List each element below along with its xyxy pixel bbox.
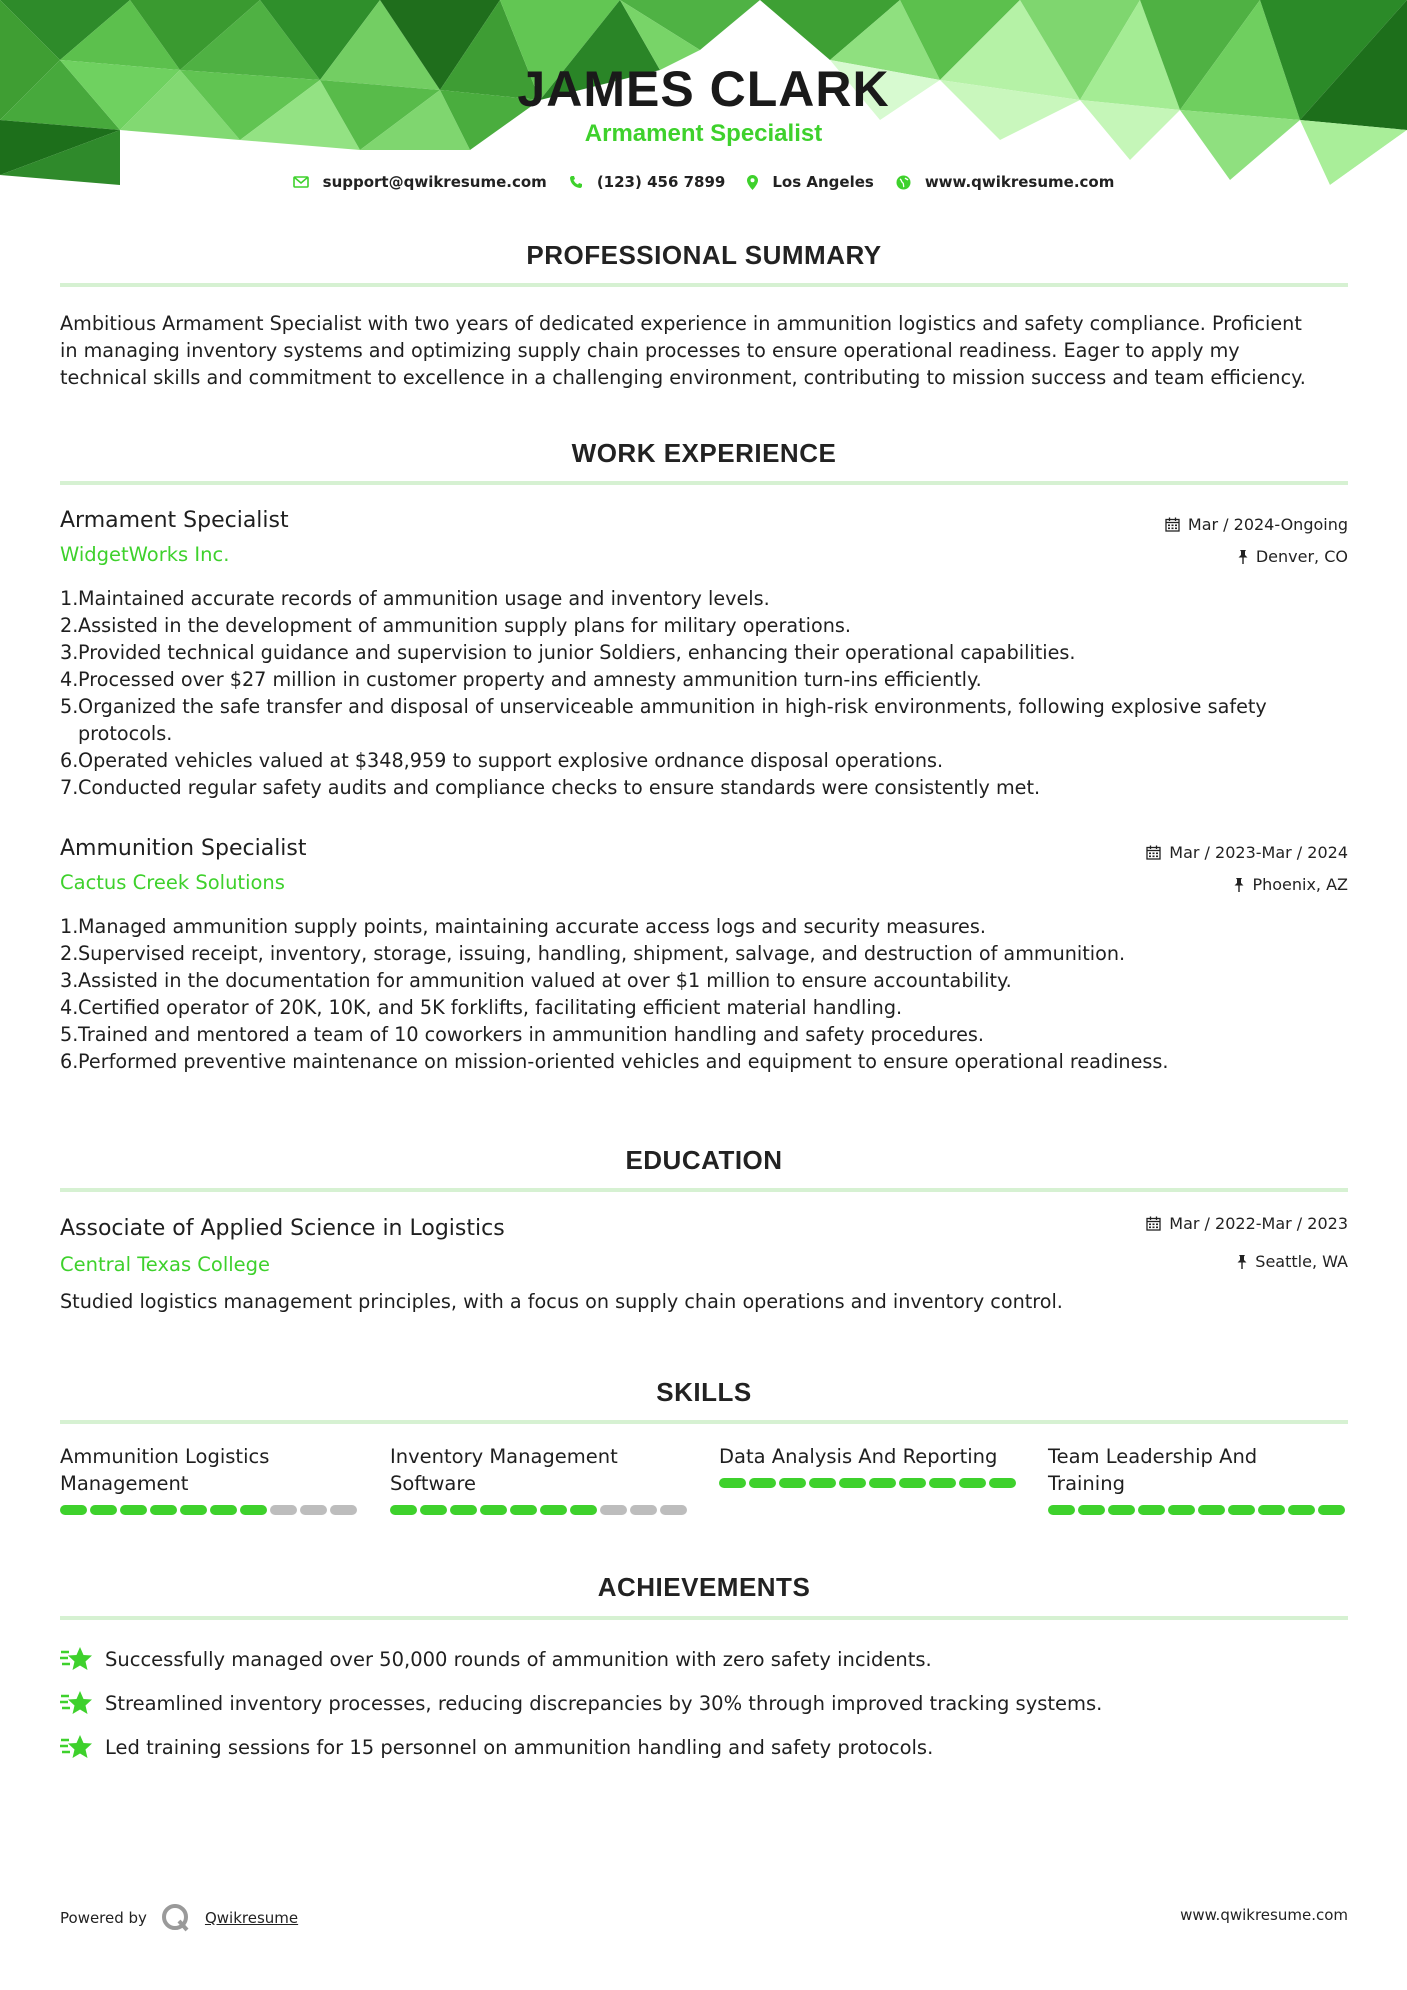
education-location-text: Seattle, WA	[1255, 1252, 1348, 1271]
pushpin-icon	[1234, 878, 1244, 892]
job-title: Armament Specialist	[60, 508, 289, 533]
job-location	[1238, 547, 1348, 566]
contact-website[interactable]	[896, 173, 1115, 191]
skill-segment	[150, 1505, 177, 1515]
skill-segment	[630, 1505, 657, 1515]
phone-icon	[569, 175, 583, 189]
map-pin-icon	[747, 175, 758, 190]
location-text: Los Angeles	[772, 173, 874, 191]
list-item: 5. Trained and mentored a team of 10 coworkers in ammunition handling and safety procedures.	[60, 1023, 984, 1046]
pushpin-icon	[1238, 550, 1248, 564]
job-dates-text: Mar / 2024-Ongoing	[1187, 515, 1348, 534]
list-item: 1. Managed ammunition supply points, maintaining accurate access logs and security measures.	[60, 915, 986, 938]
summary-line: Ambitious Armament Specialist with two years of dedicated experience in ammunition logistics and safety compliance. Proficient	[60, 312, 1302, 335]
footer-website[interactable]: www.qwikresume.com	[1180, 1906, 1348, 1924]
contact-location	[747, 173, 873, 191]
summary-rule	[60, 283, 1348, 287]
skill-item	[390, 1443, 690, 1515]
skill-segment	[779, 1478, 806, 1488]
summary-line: technical skills and commitment to excellence in a challenging environment, contributing to mission success and team efficiency.	[60, 366, 1306, 389]
skill-name: Ammunition Logistics Management	[60, 1445, 270, 1495]
skill-segment	[1318, 1505, 1345, 1515]
skill-segment	[540, 1505, 567, 1515]
contact-bar	[0, 173, 1407, 191]
skill-segment	[1048, 1505, 1075, 1515]
list-item: protocols.	[78, 722, 173, 745]
list-item: 4. Certified operator of 20K, 10K, and 5K forklifts, facilitating efficient material handling.	[60, 996, 903, 1019]
skill-segment	[60, 1505, 87, 1515]
skill-segment	[450, 1505, 477, 1515]
qwikresume-link[interactable]: Qwikresume	[204, 1909, 299, 1927]
skill-segment	[1168, 1505, 1195, 1515]
skill-name: Data Analysis And Reporting	[719, 1445, 998, 1468]
job-dates-text: Mar / 2023-Mar / 2024	[1169, 843, 1348, 862]
skill-meter	[390, 1505, 690, 1515]
skill-segment	[120, 1505, 147, 1515]
skill-segment	[240, 1505, 267, 1515]
skill-segment	[660, 1505, 687, 1515]
envelope-icon	[293, 176, 309, 188]
skill-meter	[719, 1478, 1019, 1488]
star-award-icon	[60, 1733, 93, 1761]
skill-segment	[1108, 1505, 1135, 1515]
contact-phone[interactable]	[569, 173, 726, 191]
list-item: 3. Provided technical guidance and supervision to junior Soldiers, enhancing their operational capabilities.	[60, 641, 1076, 664]
skill-segment	[959, 1478, 986, 1488]
experience-heading: WORK EXPERIENCE	[571, 438, 837, 468]
job-bullets	[60, 585, 1350, 801]
skill-segment	[570, 1505, 597, 1515]
skill-segment	[899, 1478, 926, 1488]
education-rule	[60, 1188, 1348, 1192]
skill-segment	[869, 1478, 896, 1488]
pushpin-icon	[1237, 1255, 1247, 1269]
job-title: Ammunition Specialist	[60, 836, 307, 861]
job-bullets	[60, 913, 1350, 1075]
skill-segment	[839, 1478, 866, 1488]
contact-email[interactable]	[293, 173, 547, 191]
achievement-item	[60, 1689, 1102, 1717]
job-company: WidgetWorks Inc.	[60, 543, 230, 566]
skill-segment	[600, 1505, 627, 1515]
list-item: 6. Operated vehicles valued at $348,959 to support explosive ordnance disposal operations.	[60, 749, 944, 772]
summary-heading: PROFESSIONAL SUMMARY	[526, 240, 882, 270]
education-dates-text: Mar / 2022-Mar / 2023	[1169, 1214, 1348, 1233]
skill-segment	[1138, 1505, 1165, 1515]
job-dates	[1165, 515, 1348, 534]
skill-segment	[1288, 1505, 1315, 1515]
education-location	[1237, 1252, 1348, 1271]
list-item: 6. Performed preventive maintenance on mission-oriented vehicles and equipment to ensure operational readiness.	[60, 1050, 1169, 1073]
skill-segment	[420, 1505, 447, 1515]
education-heading: EDUCATION	[625, 1145, 783, 1175]
skill-segment	[1228, 1505, 1255, 1515]
calendar-icon	[1146, 845, 1161, 860]
achievement-item	[60, 1645, 932, 1673]
list-item: 4. Processed over $27 million in customer property and amnesty ammunition turn-ins efficiently.	[60, 668, 982, 691]
skills-rule	[60, 1420, 1348, 1424]
list-item: 2. Assisted in the development of ammunition supply plans for military operations.	[60, 614, 851, 637]
powered-by-label: Powered by	[60, 1909, 147, 1927]
skill-segment	[210, 1505, 237, 1515]
degree-title: Associate of Applied Science in Logistics	[60, 1216, 505, 1241]
skill-segment	[270, 1505, 297, 1515]
education-dates	[1146, 1214, 1348, 1233]
skill-segment	[180, 1505, 207, 1515]
list-item: 5. Organized the safe transfer and disposal of unserviceable ammunition in high-risk environments, following explosive safety	[60, 695, 1267, 718]
summary-line: in managing inventory systems and optimizing supply chain processes to ensure operational readiness. Eager to apply my	[60, 339, 1240, 362]
star-award-icon	[60, 1645, 93, 1673]
candidate-title: Armament Specialist	[584, 120, 823, 147]
skill-segment	[330, 1505, 357, 1515]
skill-segment	[809, 1478, 836, 1488]
skill-segment	[989, 1478, 1016, 1488]
school-name: Central Texas College	[60, 1253, 271, 1276]
job-location	[1234, 875, 1348, 894]
star-award-icon	[60, 1689, 93, 1717]
skill-segment	[1258, 1505, 1285, 1515]
list-item: 7. Conducted regular safety audits and compliance checks to ensure standards were consistently met.	[60, 776, 1041, 799]
website-text: www.qwikresume.com	[924, 173, 1115, 191]
job-location-text: Phoenix, AZ	[1252, 875, 1348, 894]
achievement-text: Streamlined inventory processes, reducing discrepancies by 30% through improved tracking systems.	[105, 1691, 1103, 1715]
skill-segment	[90, 1505, 117, 1515]
achievement-item	[60, 1733, 933, 1761]
job-dates	[1146, 843, 1348, 862]
skill-meter	[1048, 1505, 1348, 1515]
skill-name: Team Leadership And Training	[1048, 1445, 1258, 1495]
skill-segment	[719, 1478, 746, 1488]
achievements-heading: ACHIEVEMENTS	[597, 1572, 811, 1602]
skill-segment	[749, 1478, 776, 1488]
summary-text	[60, 310, 1350, 391]
achievement-text: Successfully managed over 50,000 rounds of ammunition with zero safety incidents.	[105, 1647, 932, 1671]
skill-item	[60, 1443, 360, 1515]
skill-meter	[60, 1505, 360, 1515]
skill-name: Inventory Management Software	[390, 1445, 618, 1495]
candidate-name: JAMES CLARK	[517, 61, 890, 117]
skill-segment	[480, 1505, 507, 1515]
job-location-text: Denver, CO	[1255, 547, 1348, 566]
skill-item	[1048, 1443, 1348, 1515]
skill-segment	[510, 1505, 537, 1515]
list-item: 1. Maintained accurate records of ammunition usage and inventory levels.	[60, 587, 770, 610]
achievement-text: Led training sessions for 15 personnel on ammunition handling and safety protocols.	[105, 1735, 934, 1759]
experience-rule	[60, 481, 1348, 485]
achievements-rule	[60, 1616, 1348, 1620]
footer-powered-by	[60, 1903, 298, 1933]
skill-segment	[1198, 1505, 1225, 1515]
skill-segment	[300, 1505, 327, 1515]
list-item: 3. Assisted in the documentation for ammunition valued at over $1 million to ensure accountability.	[60, 969, 1012, 992]
education-description: Studied logistics management principles, with a focus on supply chain operations and inventory control.	[60, 1290, 1063, 1313]
skill-segment	[929, 1478, 956, 1488]
skill-segment	[390, 1505, 417, 1515]
list-item: 2. Supervised receipt, inventory, storage, issuing, handling, shipment, salvage, and destruction of ammunition.	[60, 942, 1126, 965]
phone-text: (123) 456 7899	[596, 173, 726, 191]
qwikresume-logo-icon	[161, 1903, 191, 1933]
skill-item	[719, 1443, 1019, 1488]
skills-heading: SKILLS	[656, 1377, 752, 1407]
email-text: support@qwikresume.com	[322, 173, 547, 191]
calendar-icon	[1146, 1216, 1161, 1231]
skill-segment	[1078, 1505, 1105, 1515]
job-company: Cactus Creek Solutions	[60, 871, 285, 894]
calendar-icon	[1165, 517, 1180, 532]
globe-icon	[896, 175, 911, 190]
